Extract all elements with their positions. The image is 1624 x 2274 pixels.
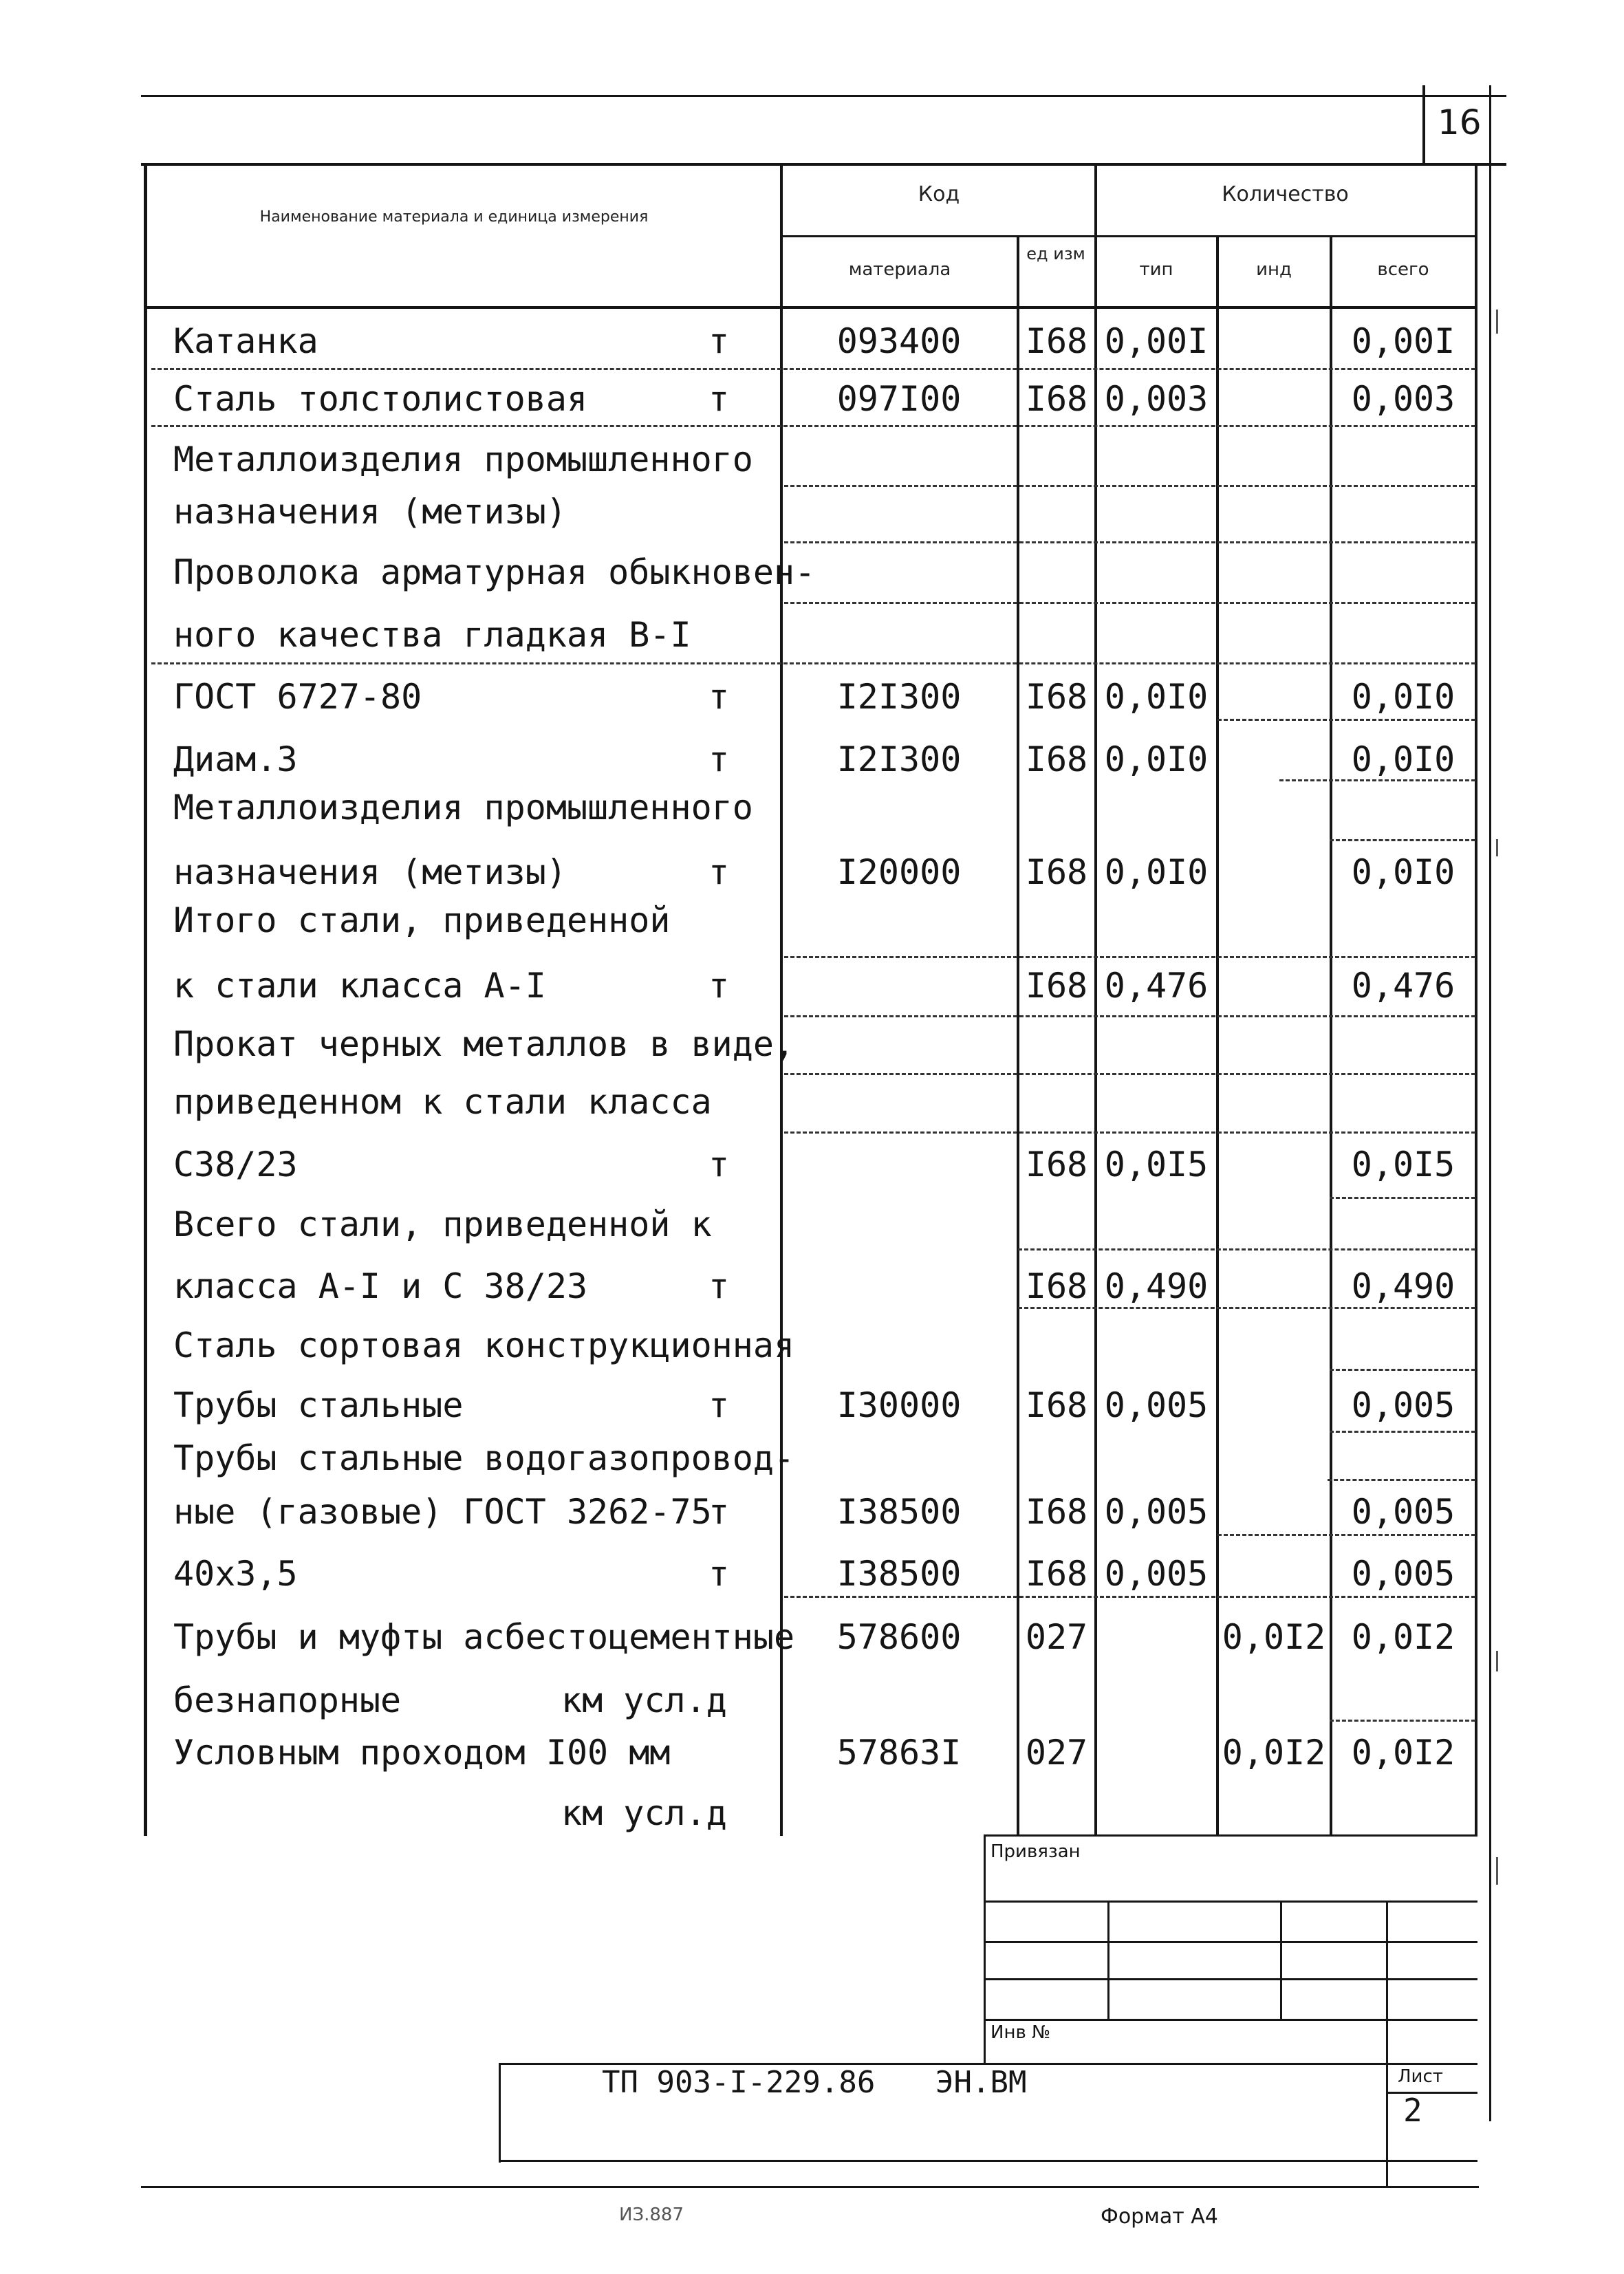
row-unit: т — [708, 739, 730, 779]
row-qty-tip: 0,0I0 — [1104, 677, 1209, 717]
row-unit-code: I68 — [1025, 1492, 1088, 1532]
row-qty-tip: 0,490 — [1104, 1266, 1209, 1306]
row-qty-total: 0,0I5 — [1351, 1145, 1455, 1184]
stamp-doc-code: ТП 903-I-229.86 — [602, 2065, 876, 2100]
row-material-name: назначения (метизы) — [173, 852, 567, 892]
row-material-name: Прокат черных металлов в виде, — [173, 1024, 795, 1064]
row-qty-tip: 0,003 — [1104, 379, 1209, 419]
row-unit-code: I68 — [1025, 1266, 1088, 1306]
row-qty-ind: 0,0I2 — [1222, 1733, 1326, 1773]
row-material-name: к стали класса А-I — [173, 966, 546, 1006]
row-qty-total: 0,0I2 — [1351, 1733, 1455, 1773]
header-name: Наименование материала и единица измерения — [259, 208, 649, 226]
row-material-name: Итого стали, приведенной — [173, 900, 671, 940]
header-material: материала — [848, 259, 951, 280]
footer-format: Формат А4 — [1101, 2205, 1218, 2229]
row-qty-tip: 0,00I — [1104, 321, 1209, 361]
row-unit: т — [708, 1266, 730, 1306]
row-qty-total: 0,005 — [1351, 1554, 1455, 1594]
header-code: Код — [918, 182, 960, 206]
row-unit: т — [708, 1492, 730, 1532]
row-unit-code: I68 — [1025, 677, 1088, 717]
row-unit-code: I68 — [1025, 321, 1088, 361]
row-unit-code: I68 — [1025, 1145, 1088, 1184]
row-unit: км усл.д — [561, 1680, 727, 1720]
row-qty-total: 0,0I0 — [1351, 852, 1455, 892]
row-material-code: I38500 — [836, 1554, 962, 1594]
stamp-list-label: Лист — [1398, 2066, 1443, 2087]
row-material-code: 097I00 — [836, 379, 962, 419]
sheet-corner-number: 16 — [1438, 102, 1482, 142]
row-material-name: Сталь толстолистовая — [173, 379, 588, 419]
row-qty-tip: 0,0I0 — [1104, 852, 1209, 892]
stamp-doc-suffix: ЭН.ВМ — [935, 2065, 1027, 2100]
row-material-name: Металлоизделия промышленного — [173, 788, 753, 827]
row-material-name: ГОСТ 6727-80 — [173, 677, 422, 717]
row-unit: т — [708, 677, 730, 717]
row-unit: т — [708, 852, 730, 892]
row-unit-code: I68 — [1025, 966, 1088, 1006]
row-qty-ind: 0,0I2 — [1222, 1617, 1326, 1657]
row-material-name: класса А-I и С 38/23 — [173, 1266, 588, 1306]
row-unit: км усл.д — [561, 1793, 727, 1833]
row-material-code: I20000 — [836, 852, 962, 892]
header-ind: инд — [1256, 259, 1292, 280]
stamp-privyazan: Привязан — [990, 1841, 1081, 1862]
row-material-code: I30000 — [836, 1385, 962, 1425]
row-material-name: приведенном к стали класса — [173, 1082, 712, 1122]
row-material-name: Проволока арматурная обыкновен- — [173, 552, 816, 592]
row-unit-code: I68 — [1025, 852, 1088, 892]
row-material-name: Сталь сортовая конструкционная — [173, 1325, 795, 1365]
row-unit: т — [708, 379, 730, 419]
row-material-name: Всего стали, приведенной к — [173, 1204, 712, 1244]
row-unit: т — [708, 1554, 730, 1594]
stamp-list-number: 2 — [1403, 2092, 1422, 2129]
stamp-inv: Инв № — [990, 2022, 1051, 2043]
row-material-code: I38500 — [836, 1492, 962, 1532]
header-unit: ед изм — [1026, 244, 1085, 263]
row-qty-total: 0,003 — [1351, 379, 1455, 419]
row-material-name: С38/23 — [173, 1145, 298, 1184]
row-material-name: 40х3,5 — [173, 1554, 298, 1594]
row-unit: т — [708, 966, 730, 1006]
row-material-name: Трубы стальные — [173, 1385, 464, 1425]
row-unit: т — [708, 1385, 730, 1425]
row-qty-total: 0,490 — [1351, 1266, 1455, 1306]
row-unit-code: 027 — [1025, 1617, 1088, 1657]
footer-left: ИЗ.887 — [619, 2205, 684, 2225]
row-qty-total: 0,005 — [1351, 1492, 1455, 1532]
row-material-name: Трубы и муфты асбестоцементные — [173, 1617, 795, 1657]
row-qty-tip: 0,005 — [1104, 1492, 1209, 1532]
row-unit-code: I68 — [1025, 1554, 1088, 1594]
row-unit-code: 027 — [1025, 1733, 1088, 1773]
row-material-name: безнапорные — [173, 1680, 402, 1720]
row-material-name: ного качества гладкая В-I — [173, 615, 691, 655]
row-qty-tip: 0,005 — [1104, 1385, 1209, 1425]
row-material-name: ные (газовые) ГОСТ 3262-75 — [173, 1492, 712, 1532]
header-total: всего — [1377, 259, 1429, 280]
row-unit: т — [708, 1145, 730, 1184]
row-material-code: I2I300 — [836, 677, 962, 717]
row-qty-total: 0,0I0 — [1351, 677, 1455, 717]
row-material-name: Металлоизделия промышленного — [173, 440, 753, 479]
row-material-code: I2I300 — [836, 739, 962, 779]
row-unit-code: I68 — [1025, 379, 1088, 419]
row-qty-tip: 0,476 — [1104, 966, 1209, 1006]
row-material-code: 57863I — [836, 1733, 962, 1773]
row-qty-total: 0,00I — [1351, 321, 1455, 361]
header-quantity: Количество — [1222, 182, 1349, 206]
row-qty-total: 0,0I0 — [1351, 739, 1455, 779]
row-unit-code: I68 — [1025, 1385, 1088, 1425]
row-material-name: Диам.3 — [173, 739, 298, 779]
row-qty-tip: 0,0I0 — [1104, 739, 1209, 779]
row-unit: т — [708, 321, 730, 361]
row-material-name: назначения (метизы) — [173, 492, 567, 532]
row-qty-tip: 0,0I5 — [1104, 1145, 1209, 1184]
row-qty-tip: 0,005 — [1104, 1554, 1209, 1594]
row-material-code: 093400 — [836, 321, 962, 361]
row-qty-total: 0,476 — [1351, 966, 1455, 1006]
row-material-name: Катанка — [173, 321, 318, 361]
row-qty-total: 0,0I2 — [1351, 1617, 1455, 1657]
header-tip: тип — [1139, 259, 1173, 280]
row-material-code: 578600 — [836, 1617, 962, 1657]
row-material-name: Трубы стальные водогазопровод- — [173, 1438, 795, 1478]
row-qty-total: 0,005 — [1351, 1385, 1455, 1425]
row-unit-code: I68 — [1025, 739, 1088, 779]
row-material-name: Условным проходом I00 мм — [173, 1733, 671, 1773]
